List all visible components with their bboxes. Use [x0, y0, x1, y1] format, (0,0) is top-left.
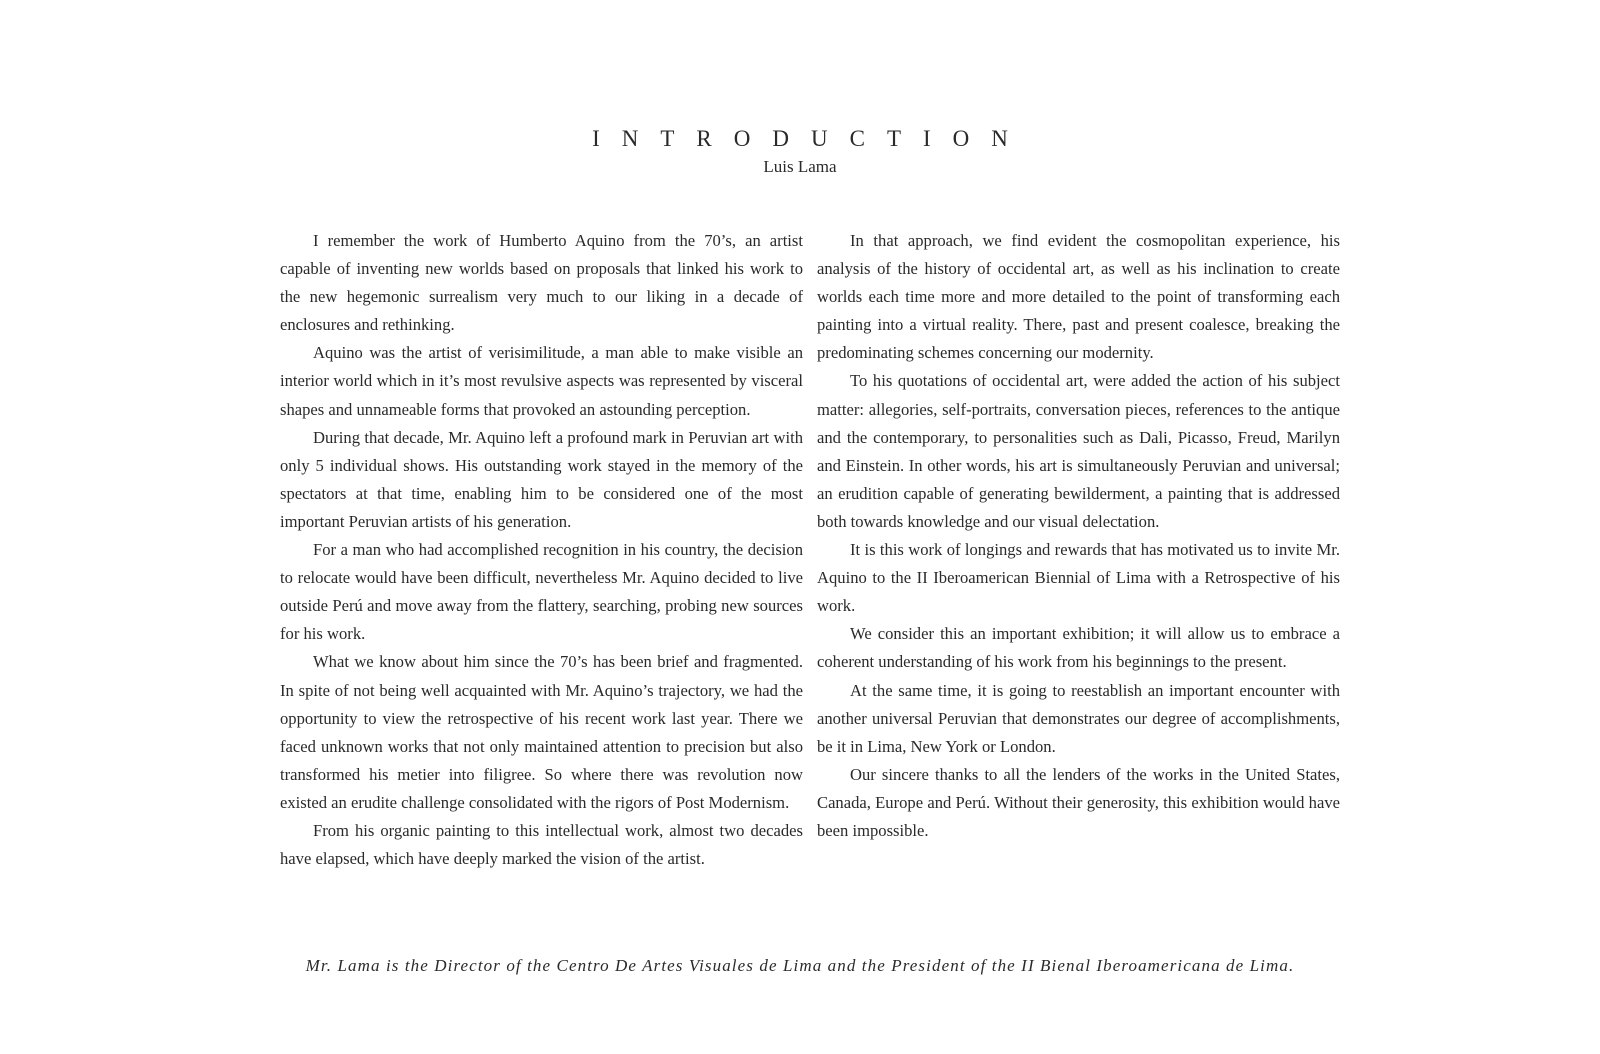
paragraph: What we know about him since the 70’s has been brief and fragmented. In spite of not being well acquainted with Mr. Aquino’s trajectory, we had the opportunity to view the retrospective of his recent work last year. There we faced unknown works that not only maintained attention to precision but also transformed his metier into filigree. So where there was revolution now existed an erudite challenge consolidated with the rigors of Post Modernism.	[280, 652, 803, 812]
paragraph: From his organic painting to this intellectual work, almost two decades have elapsed, which have deeply marked the vision of the artist.	[280, 820, 803, 869]
paragraph: I remember the work of Humberto Aquino from the 70’s, an artist capable of inventing new worlds based on proposals that linked his work to the new hegemonic surrealism very much to our liking in a decade of enclosures and rethinking.	[280, 231, 803, 335]
author-name: Luis Lama	[763, 157, 837, 176]
paragraph: We consider this an important exhibition; it will allow us to embrace a coherent understanding of his work from his beginnings to the present.	[817, 624, 1340, 672]
left-column	[280, 227, 803, 873]
page-header	[0, 124, 1600, 178]
right-column	[817, 227, 1340, 845]
page-title: INTRODUCTION	[592, 126, 1030, 151]
paragraph: For a man who had accomplished recognition in his country, the decision to relocate would have been difficult, nevertheless Mr. Aquino decided to live outside Perú and move away from the flattery, searching, probing new sources for his work.	[280, 540, 803, 644]
paragraph: In that approach, we find evident the cosmopolitan experience, his analysis of the history of occidental art, as well as his inclination to create worlds each time more and more detailed to the point of transforming each painting into a virtual reality. There, past and present coalesce, breaking the predominating schemes concerning our modernity.	[817, 231, 1340, 363]
paragraph: At the same time, it is going to reestablish an important encounter with another universal Peruvian that demonstrates our degree of accomplishments, be it in Lima, New York or London.	[817, 680, 1340, 756]
author-bio-note: Mr. Lama is the Director of the Centro De Artes Visuales de Lima and the President of the II Bienal Iberoamericana de Lima.	[305, 956, 1295, 975]
paragraph: It is this work of longings and rewards that has motivated us to invite Mr. Aquino to the II Iberoamerican Biennial of Lima with a Retrospective of his work.	[817, 540, 1340, 616]
paragraph: Our sincere thanks to all the lenders of the works in the United States, Canada, Europe and Perú. Without their generosity, this exhibition would have been impossible.	[817, 764, 1340, 840]
paragraph: Aquino was the artist of verisimilitude, a man able to make visible an interior world which in it’s most revulsive aspects was represented by visceral shapes and unnameable forms that provoked an astounding perception.	[280, 343, 803, 419]
paragraph: During that decade, Mr. Aquino left a profound mark in Peruvian art with only 5 individual shows. His outstanding work stayed in the memory of the spectators at that time, enabling him to be considered one of the most important Peruvian artists of his generation.	[280, 427, 803, 531]
paragraph: To his quotations of occidental art, were added the action of his subject matter: allegories, self-portraits, conversation pieces, references to the antique and the contemporary, to personalities such as Dali, Picasso, Freud, Marilyn and Einstein. In other words, his art is simultaneously Peruvian and universal; an erudition capable of generating bewilderment, a painting that is addressed both towards knowledge and our visual delectation.	[817, 371, 1340, 531]
